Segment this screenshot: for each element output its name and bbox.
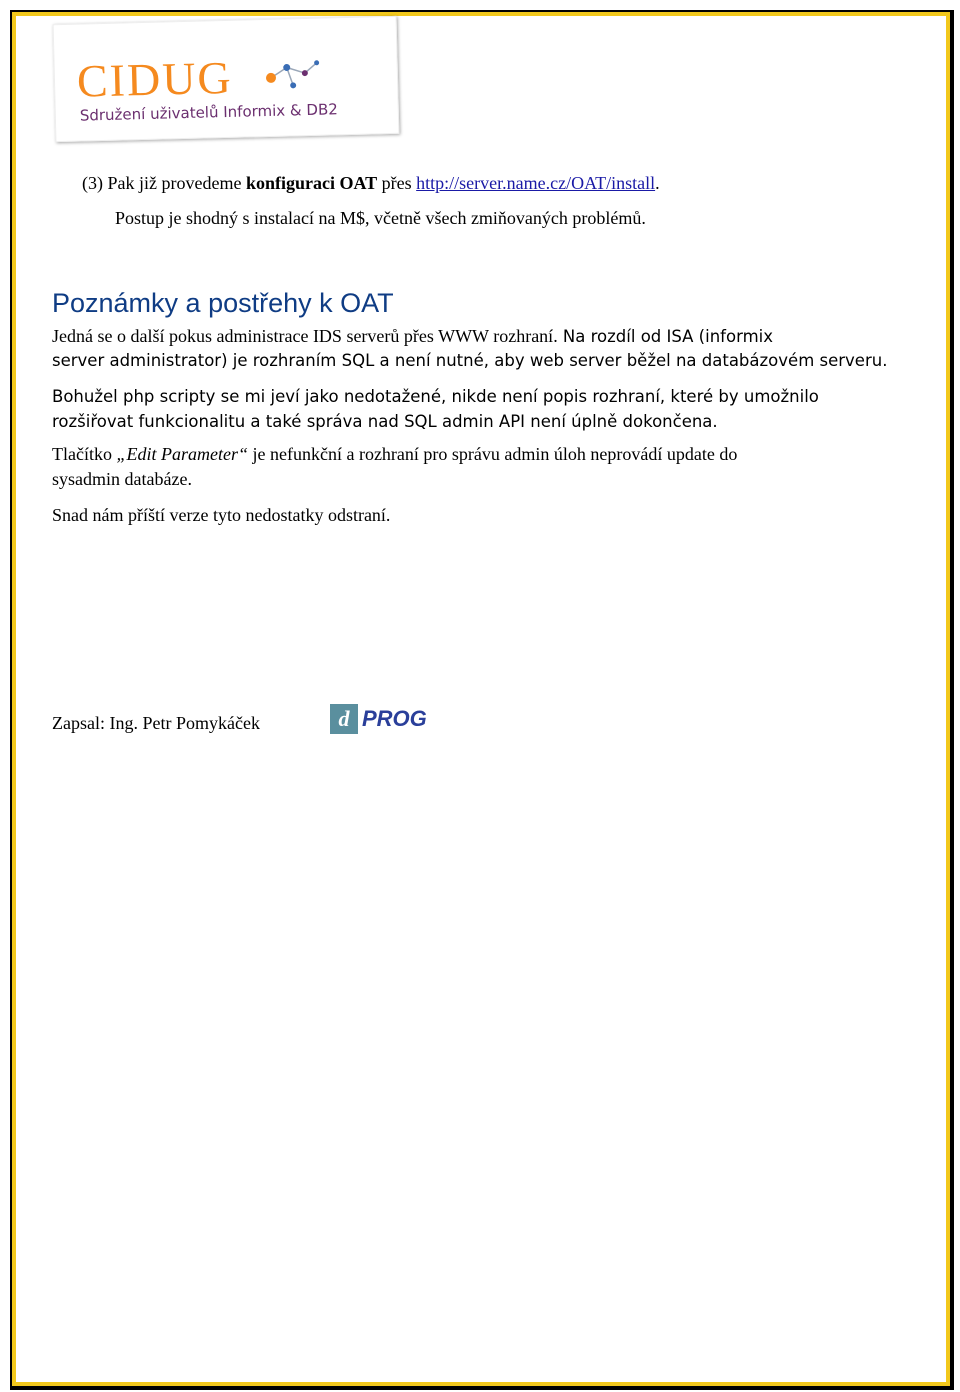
p4-line: Snad nám příští verze tyto nedostatky odstraní. — [52, 505, 391, 525]
step-text-post: . — [655, 173, 660, 193]
logo-subtitle: Sdružení uživatelů Informix & DB2 — [79, 100, 338, 125]
p1-text-b: Na rozdíl od ISA (informix — [557, 327, 773, 346]
dprog-logo-d: d — [330, 704, 358, 734]
dprog-logo-text: PROG — [362, 706, 427, 731]
dprog-logo — [330, 704, 434, 734]
step-number: (3) — [82, 173, 103, 193]
p3-line-2: sysadmin databáze. — [52, 469, 192, 489]
p1-line-1 — [52, 326, 773, 347]
p2-line-2: rozšiřovat funkcionalitu a také správa nad SQL admin API není úplně dokončena. — [52, 412, 718, 431]
install-link[interactable]: http://server.name.cz/OAT/install — [416, 173, 656, 193]
notes-heading: Poznámky a postřehy k OAT — [52, 288, 394, 318]
p1-line-2: server administrator) je rozhraním SQL a není nutné, aby web server běžel na databázovém serveru. — [52, 351, 888, 370]
signature: Zapsal: Ing. Petr Pomykáček — [52, 713, 260, 733]
step-text-pre: Pak již provedeme — [107, 173, 246, 193]
p3-line-1 — [52, 444, 737, 465]
cidug-logo — [53, 16, 400, 142]
molecule-icon — [262, 55, 323, 96]
edit-parameter-label: „Edit Parameter“ — [116, 444, 248, 464]
p2-line-1: Bohužel php scripty se mi jeví jako nedotažené, nikde není popis rozhraní, které by umožnilo — [52, 387, 819, 406]
step-line-1 — [82, 173, 660, 194]
p3-text-a: Tlačítko — [52, 444, 117, 464]
step-text-mid: přes — [377, 173, 417, 193]
step-bold: konfiguraci OAT — [245, 173, 378, 193]
logo-word: CIDUG — [76, 51, 234, 107]
p3-text-b: je nefunkční a rozhraní pro správu admin úloh neprovádí update do — [248, 444, 738, 464]
p1-text-a: Jedná se o další pokus administrace IDS serverů přes WWW rozhraní. — [52, 326, 558, 346]
step-line-2: Postup je shodný s instalací na M$, včetně všech zmiňovaných problémů. — [115, 208, 646, 228]
